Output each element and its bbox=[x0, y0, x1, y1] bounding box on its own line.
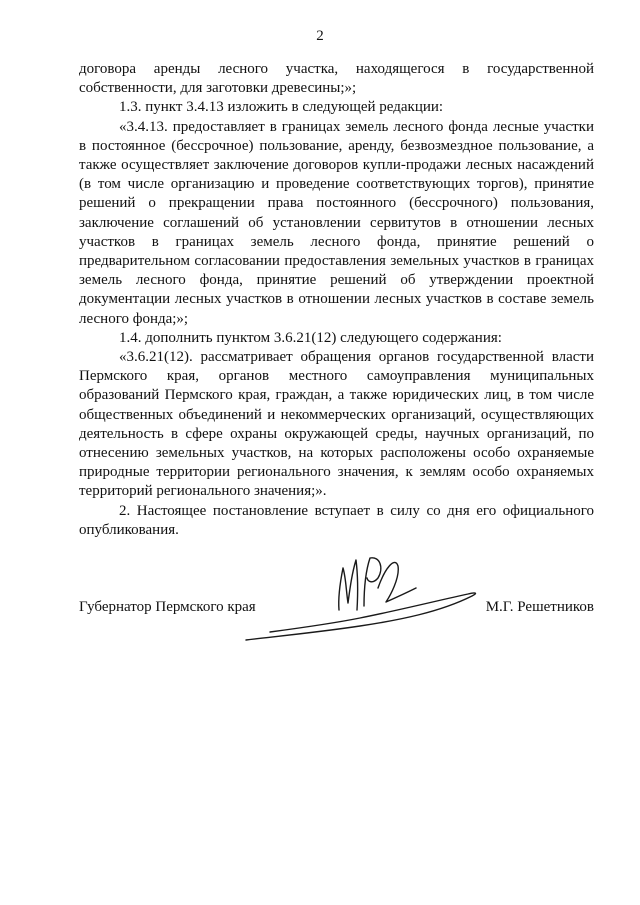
paragraph-item-1-3: 1.3. пункт 3.4.13 изложить в следующей редакции: bbox=[119, 99, 444, 116]
paragraph-item-1-4: 1.4. дополнить пунктом 3.6.21(12) следующего содержания: bbox=[119, 329, 502, 346]
document-body bbox=[79, 60, 594, 540]
signer-position: Губернатор Пермского края bbox=[79, 599, 256, 615]
paragraph-entry-into-force: 2. Настоящее постановление вступает в силу со дня его официального опубликования. bbox=[79, 502, 594, 538]
page-number: 2 bbox=[316, 28, 324, 44]
handwritten-signature bbox=[240, 548, 500, 648]
paragraph-clause-3-4-13: «3.4.13. предоставляет в границах земель лесного фонда лесные участки в постоянное (бессрочное) пользование, аренду, безвозмездное пользование, а также осуществляет заключение договоров купли-продажи лесных насаждений (в том числе организацию и проведение соответствующих торгов), принятие решений о прекращении права постоянного (бессрочного) пользования, заключение соглашений об установлении сервитутов в отношении лесных участков в границах земель лесного фонда, принятие решений о предварительном согласовании предоставления земельных участков в границах земель лесного фонда, принятие решений об утверждении проектной документации лесных участков в отношении лесных участков в составе земель лесного фонда;»; bbox=[79, 118, 594, 327]
signer-name: М.Г. Решетников bbox=[485, 599, 594, 615]
paragraph-clause-3-6-21-12: «3.6.21(12). рассматривает обращения органов государственной власти Пермского края, органов местного самоуправления муниципальных образований Пермского края, граждан, а также юридических лиц, в том числе общественных объединений и некоммерческих организаций, осуществляющих деятельность в сфере охраны окружающей среды, научных организаций, по отнесению земельных участков, на которых расположены особо охраняемые природные территории регионального значения, к землям особо охраняемых территорий регионального значения;». bbox=[79, 349, 594, 500]
paragraph-contract-ending: договора аренды лесного участка, находящегося в государственной собственности, для заготовки древесины;»; bbox=[79, 61, 594, 97]
